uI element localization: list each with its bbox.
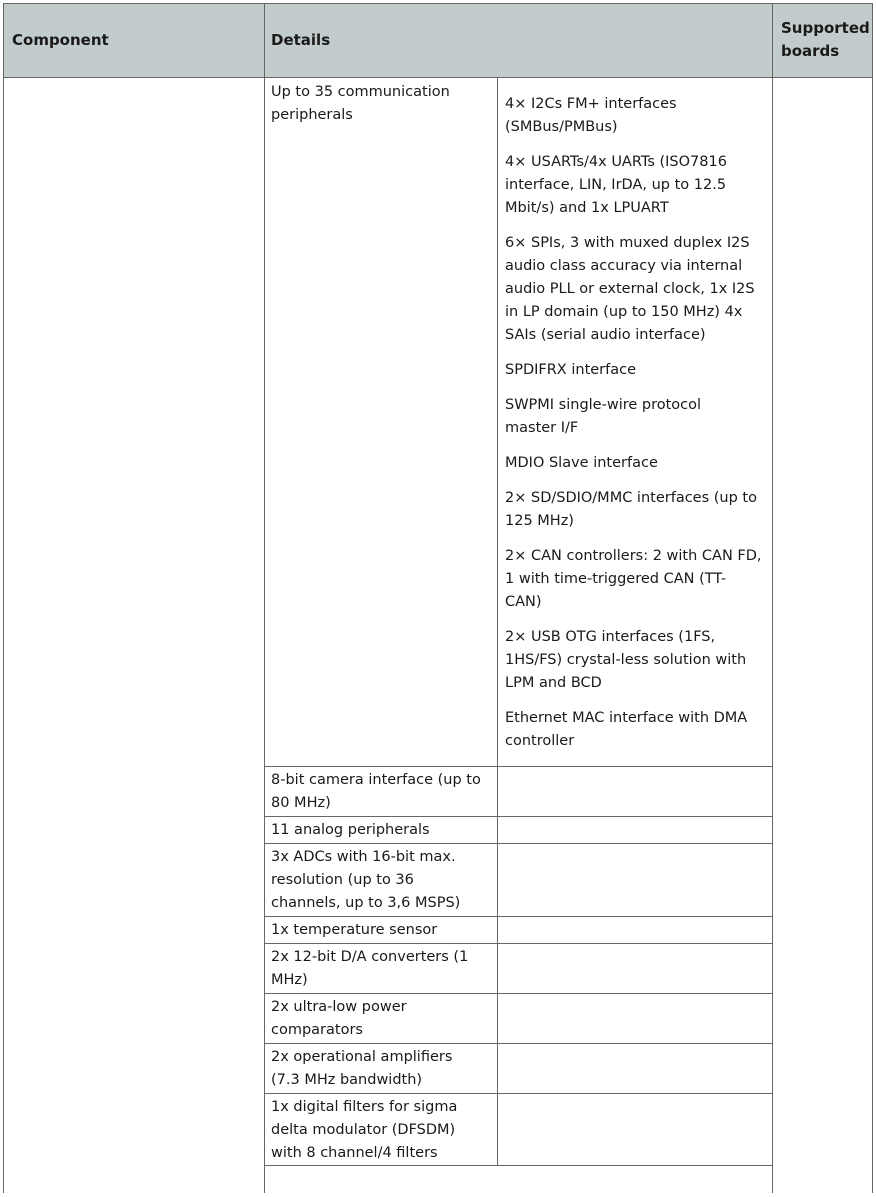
table-header bbox=[3, 3, 872, 77]
comm-item-line: 2× SD/SDIO/MMC interfaces (up to bbox=[505, 490, 757, 506]
table-border-right bbox=[872, 3, 873, 1193]
comm-item-line: 4× I2Cs FM+ interfaces bbox=[505, 96, 677, 112]
comm-item-line: (SMBus/PMBus) bbox=[505, 119, 618, 135]
comm-item-line: 1 with time-triggered CAN (TT- bbox=[505, 571, 727, 587]
comm-item-line: MDIO Slave interface bbox=[505, 455, 658, 471]
row-text-line: 8-bit camera interface (up to bbox=[271, 772, 481, 788]
comm-item-line: controller bbox=[505, 733, 575, 749]
row-text-line: 80 MHz) bbox=[271, 795, 331, 811]
row-separator bbox=[264, 1165, 772, 1166]
row-separator bbox=[264, 816, 772, 817]
row-separator bbox=[264, 943, 772, 944]
column-divider-3 bbox=[772, 3, 773, 1193]
comm-item-line: master I/F bbox=[505, 420, 579, 436]
comm-item-line: CAN) bbox=[505, 594, 542, 610]
row-text-line: resolution (up to 36 bbox=[271, 872, 414, 888]
comm-item-line: 2× USB OTG interfaces (1FS, bbox=[505, 629, 716, 645]
column-divider-1 bbox=[264, 3, 265, 1193]
comm-item-line: SAIs (serial audio interface) bbox=[505, 327, 706, 343]
row-text-line: with 8 channel/4 filters bbox=[271, 1145, 438, 1161]
comm-item-line: 125 MHz) bbox=[505, 513, 574, 529]
comm-item-line: Ethernet MAC interface with DMA bbox=[505, 710, 748, 726]
row-text-line: 3x ADCs with 16-bit max. bbox=[271, 849, 456, 865]
communication-label-line2: peripherals bbox=[271, 107, 353, 123]
comm-item-line: Mbit/s) and 1x LPUART bbox=[505, 200, 669, 216]
comm-item-line: 4× USARTs/4x UARTs (ISO7816 bbox=[505, 154, 727, 170]
row-text-line: delta modulator (DFSDM) bbox=[271, 1122, 456, 1138]
row-text-line: MHz) bbox=[271, 972, 308, 988]
row-separator bbox=[264, 1093, 772, 1094]
header-supported-line2: boards bbox=[781, 42, 840, 60]
comm-item-line: 6× SPIs, 3 with muxed duplex I2S bbox=[505, 235, 750, 251]
row-separator bbox=[264, 1043, 772, 1044]
row-text-line: channels, up to 3,6 MSPS) bbox=[271, 895, 461, 911]
row-separator bbox=[264, 843, 772, 844]
comm-item-line: SWPMI single-wire protocol bbox=[505, 397, 702, 413]
comm-item-line: interface, LIN, IrDA, up to 12.5 bbox=[505, 177, 727, 193]
table-border-top bbox=[3, 3, 873, 4]
row-separator bbox=[264, 766, 772, 767]
header-bottom-border bbox=[3, 77, 873, 78]
comm-item-line: LPM and BCD bbox=[505, 675, 602, 691]
row-text-line: 1x temperature sensor bbox=[271, 922, 438, 938]
row-text-line: 11 analog peripherals bbox=[271, 822, 430, 838]
row-separator bbox=[264, 916, 772, 917]
comm-item-line: audio class accuracy via internal bbox=[505, 258, 743, 274]
table-border-left bbox=[3, 3, 4, 1193]
comm-item-line: 1HS/FS) crystal-less solution with bbox=[505, 652, 747, 668]
row-text-line: 2x operational amplifiers bbox=[271, 1049, 453, 1065]
comm-item-line: in LP domain (up to 150 MHz) 4x bbox=[505, 304, 743, 320]
header-details: Details bbox=[271, 31, 331, 49]
row-text-line: 2x ultra-low power bbox=[271, 999, 407, 1015]
comm-item-line: 2× CAN controllers: 2 with CAN FD, bbox=[505, 548, 762, 564]
column-divider-2 bbox=[497, 77, 498, 1166]
comm-item-line: SPDIFRX interface bbox=[505, 362, 637, 378]
row-text-line: 2x 12-bit D/A converters (1 bbox=[271, 949, 469, 965]
row-text-line: (7.3 MHz bandwidth) bbox=[271, 1072, 423, 1088]
header-component: Component bbox=[12, 31, 109, 49]
comm-item-line: audio PLL or external clock, 1x I2S bbox=[505, 281, 755, 297]
row-text-line: 1x digital filters for sigma bbox=[271, 1099, 458, 1115]
communication-label-line1: Up to 35 communication bbox=[271, 84, 450, 100]
row-separator bbox=[264, 993, 772, 994]
header-supported-line1: Supported bbox=[781, 19, 870, 37]
row-text-line: comparators bbox=[271, 1022, 363, 1038]
